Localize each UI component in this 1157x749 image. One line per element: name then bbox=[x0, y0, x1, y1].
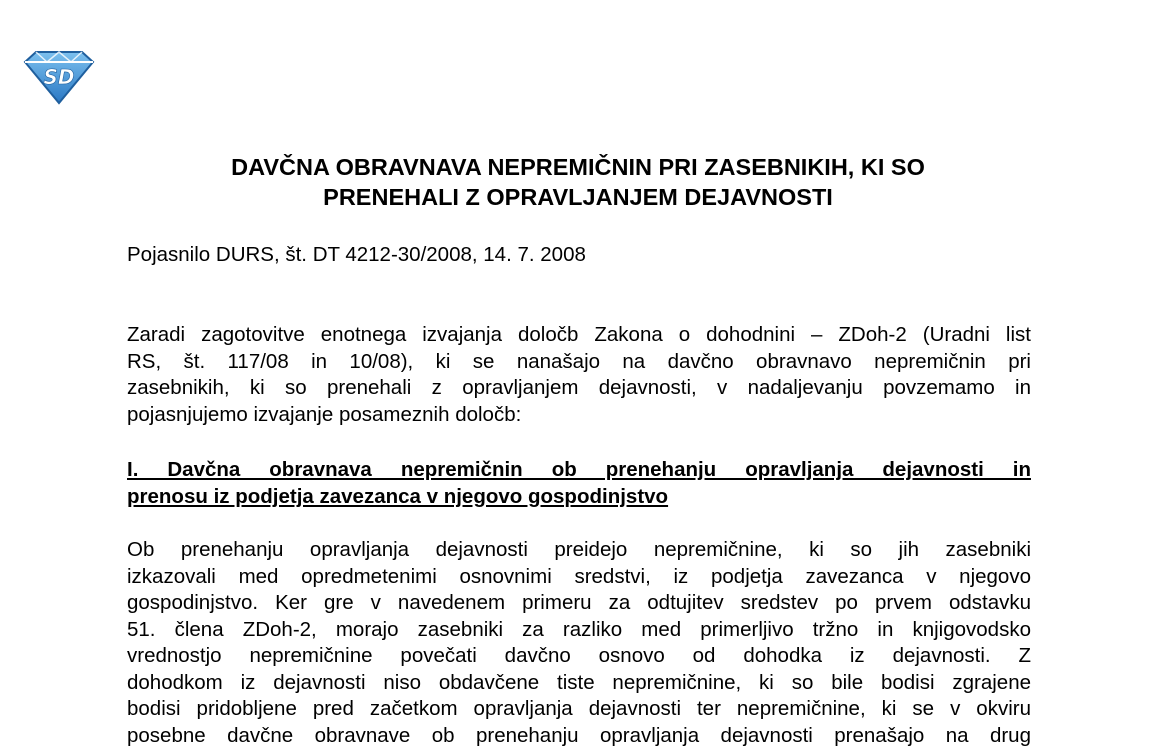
source-reference: Pojasnilo DURS, št. DT 4212-30/2008, 14. 7. 2008 bbox=[127, 242, 586, 268]
paragraph-line: 51. člena ZDoh-2, morajo zasebniki za razliko med primerljivo tržno in knjigovodsko bbox=[127, 617, 1031, 644]
title-line: PRENEHALI Z OPRAVLJANJEM DEJAVNOSTI bbox=[120, 182, 1036, 212]
intro-paragraph bbox=[127, 322, 1031, 428]
paragraph-line: pojasnjujemo izvajanje posameznih določb: bbox=[127, 402, 1031, 429]
paragraph-line: Zaradi zagotovitve enotnega izvajanja določb Zakona o dohodnini – ZDoh-2 (Uradni list bbox=[127, 322, 1031, 349]
paragraph-line: RS, št. 117/08 in 10/08), ki se nanašajo na davčno obravnavo nepremičnin pri bbox=[127, 349, 1031, 376]
paragraph-line: bodisi pridobljene pred začetkom opravljanja dejavnosti ter nepremičnine, ki se v okviru bbox=[127, 696, 1031, 723]
paragraph-line: dohodkom iz dejavnosti niso obdavčene tiste nepremičnine, ki so bile bodisi zgrajene bbox=[127, 670, 1031, 697]
sd-shield-logo-icon bbox=[22, 48, 96, 106]
paragraph-line: vrednostjo nepremičnine povečati davčno osnovo od dohodka iz dejavnosti. Z bbox=[127, 643, 1031, 670]
paragraph-line: Ob prenehanju opravljanja dejavnosti preidejo nepremičnine, ki so jih zasebniki bbox=[127, 537, 1031, 564]
paragraph-line: zasebnikih, ki so prenehali z opravljanjem dejavnosti, v nadaljevanju povzemamo in bbox=[127, 375, 1031, 402]
title-line: DAVČNA OBRAVNAVA NEPREMIČNIN PRI ZASEBNIKIH, KI SO bbox=[120, 152, 1036, 182]
logo-letters: SD bbox=[43, 65, 74, 89]
paragraph-line: gospodinjstvo. Ker gre v navedenem primeru za odtujitev sredstev po prvem odstavku bbox=[127, 590, 1031, 617]
section-heading bbox=[127, 457, 1031, 510]
paragraph-line: posebne davčne obravnave ob prenehanju opravljanja dejavnosti prenašajo na drug bbox=[127, 723, 1031, 749]
paragraph-line: izkazovali med opredmetenimi osnovnimi sredstvi, iz podjetja zavezanca v njegovo bbox=[127, 564, 1031, 591]
heading-line: prenosu iz podjetja zavezanca v njegovo gospodinjstvo bbox=[127, 484, 1031, 511]
body-paragraph bbox=[127, 537, 1031, 749]
document-title bbox=[120, 152, 1036, 212]
heading-line: I. Davčna obravnava nepremičnin ob prenehanju opravljanja dejavnosti in bbox=[127, 457, 1031, 484]
